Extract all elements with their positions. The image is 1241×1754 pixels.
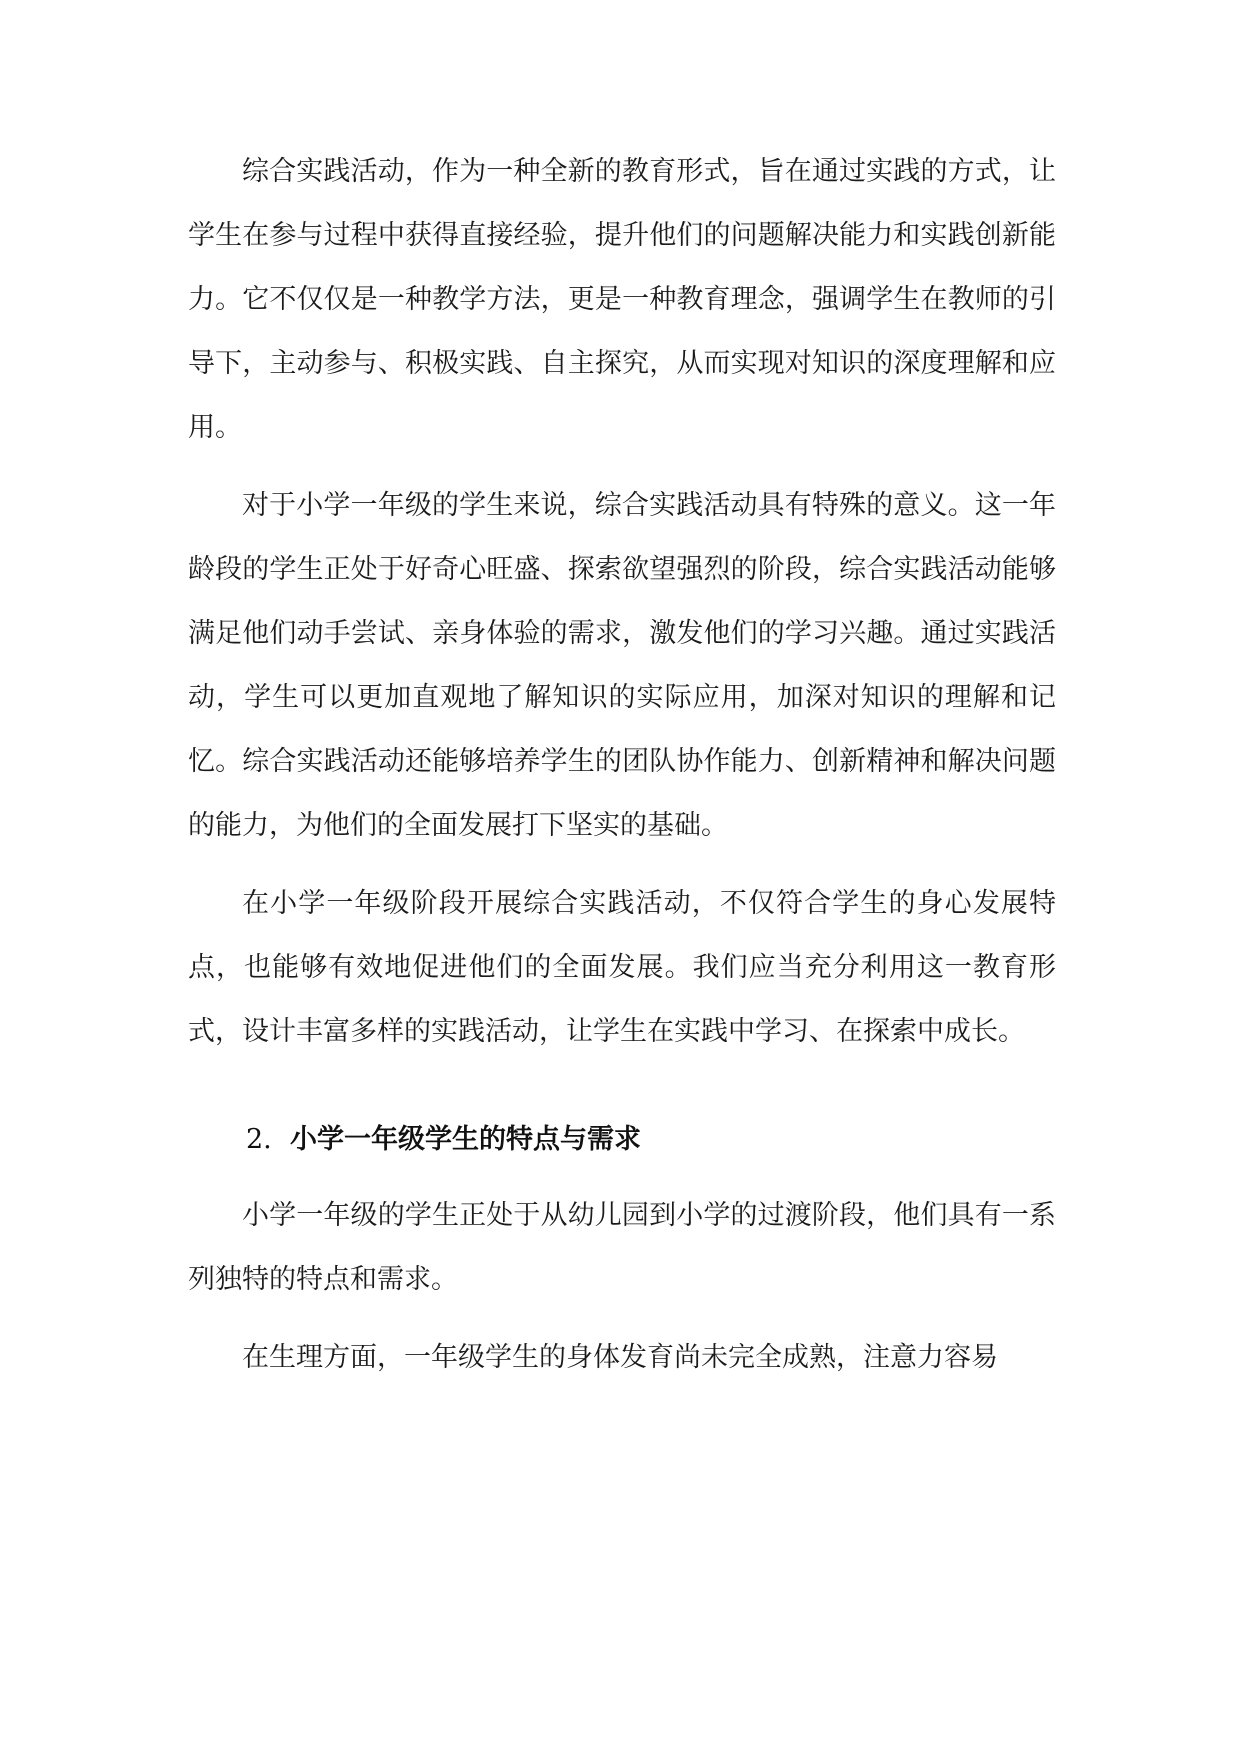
section-title: 小学一年级学生的特点与需求 (290, 1124, 641, 1155)
paragraph-grade-one-significance: 对于小学一年级的学生来说，综合实践活动具有特殊的意义。这一年龄段的学生正处于好奇心旺盛、探索欲望强烈的阶段，综合实践活动能够满足他们动手尝试、亲身体验的需求，激发他们的学习兴趣。通过实践活动，学生可以更加直观地了解知识的实际应用，加深对知识的理解和记忆。综合实践活动还能够培养学生的团队协作能力、创新精神和解决问题的能力，为他们的全面发展打下坚实的基础。 (188, 490, 1056, 841)
paragraph-conclusion: 在小学一年级阶段开展综合实践活动，不仅符合学生的身心发展特点，也能够有效地促进他们的全面发展。我们应当充分利用这一教育形式，设计丰富多样的实践活动，让学生在实践中学习、在探索中成长。 (188, 888, 1056, 1047)
section-heading (188, 1108, 1056, 1172)
paragraph-intro: 综合实践活动，作为一种全新的教育形式，旨在通过实践的方式，让学生在参与过程中获得直接经验，提升他们的问题解决能力和实践创新能力。它不仅仅是一种教学方法，更是一种教育理念，强调学生在教师的引导下，主动参与、积极实践、自主探究，从而实现对知识的深度理解和应用。 (188, 156, 1056, 443)
document-page (188, 140, 1056, 1390)
paragraph-physiology: 在生理方面，一年级学生的身体发育尚未完全成熟，注意力容易 (242, 1342, 998, 1373)
section-number: 2. (246, 1124, 272, 1155)
paragraph-transition-stage: 小学一年级的学生正处于从幼儿园到小学的过渡阶段，他们具有一系列独特的特点和需求。 (188, 1200, 1056, 1295)
